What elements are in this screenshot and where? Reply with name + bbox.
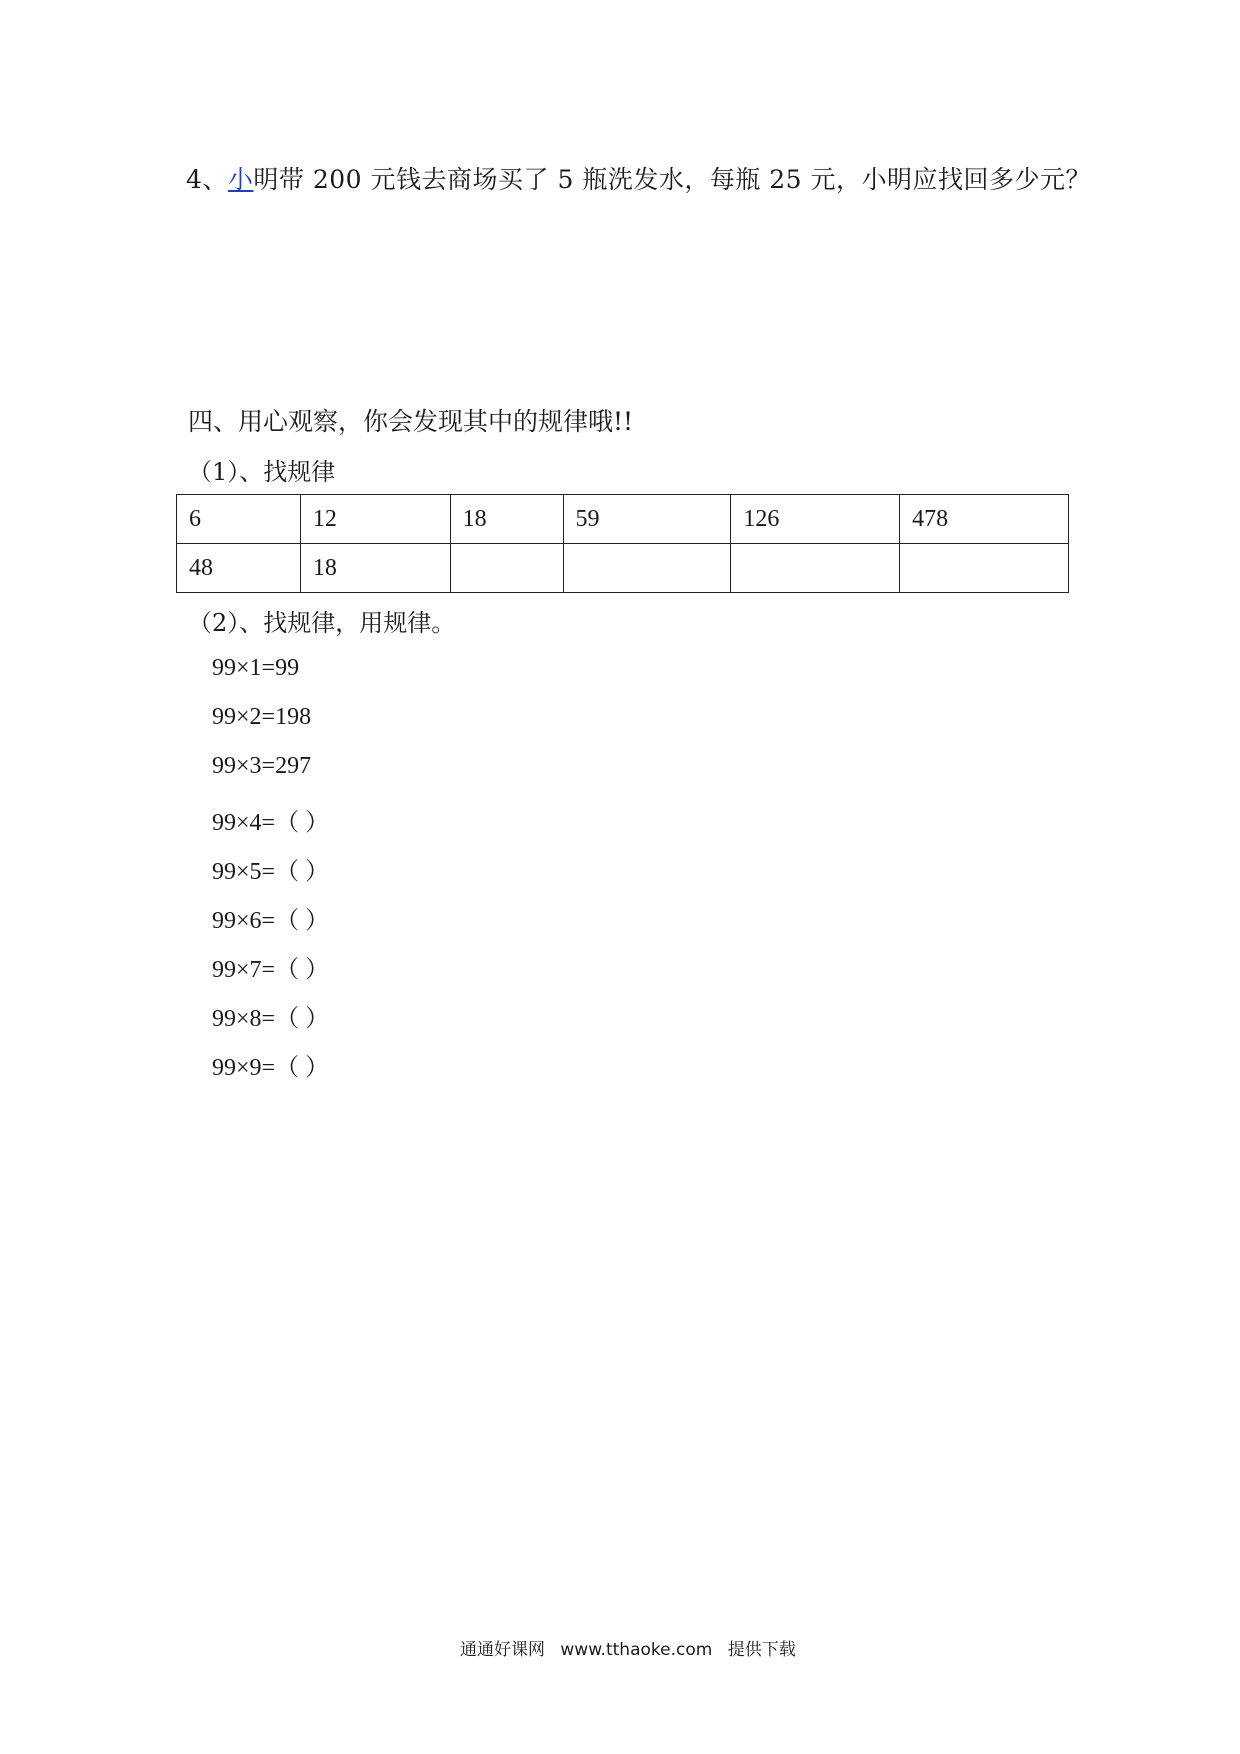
equation: 99×2=198	[212, 704, 312, 730]
table-cell: 12	[300, 495, 450, 544]
question-4-number: 4、	[186, 165, 228, 194]
table-cell-blank[interactable]	[731, 544, 900, 593]
table-row	[177, 495, 1069, 544]
equation-blank[interactable]: 99×6=（ ）	[212, 908, 330, 934]
equation-blank[interactable]: 99×4=（ ）	[212, 810, 330, 836]
footer-url[interactable]: www.tthaoke.com	[560, 1640, 713, 1660]
question-4-link[interactable]: 小	[227, 165, 254, 194]
equation: 99×3=297	[212, 753, 312, 779]
footer	[460, 1635, 806, 1660]
table-cell: 48	[177, 544, 301, 593]
table-cell: 6	[177, 495, 301, 544]
equation: 99×1=99	[212, 655, 300, 681]
table-cell: 59	[563, 495, 731, 544]
table-row	[177, 544, 1069, 593]
table-cell-blank[interactable]	[450, 544, 563, 593]
footer-site-name: 通通好课网	[460, 1640, 545, 1660]
footer-suffix: 提供下载	[727, 1640, 796, 1660]
table-cell: 18	[300, 544, 450, 593]
section-4-title: 四、用心观察，你会发现其中的规律哦!!	[188, 407, 634, 436]
equation-blank[interactable]: 99×8=（ ）	[212, 1006, 330, 1032]
question-4	[186, 160, 1091, 196]
question-4-text: 明带 200 元钱去商场买了 5 瓶洗发水，每瓶 25 元，小明应找回多少元？	[253, 165, 1092, 194]
pattern-table	[176, 494, 1069, 593]
table-cell: 478	[900, 495, 1069, 544]
table-cell: 126	[731, 495, 900, 544]
table-cell: 18	[450, 495, 563, 544]
equation-blank[interactable]: 99×5=（ ）	[212, 859, 330, 885]
part-2-label: （2）、找规律，用规律。	[188, 609, 456, 637]
equation-blank[interactable]: 99×9=（ ）	[212, 1055, 330, 1081]
table-cell-blank[interactable]	[563, 544, 731, 593]
equation-blank[interactable]: 99×7=（ ）	[212, 957, 330, 983]
table-cell-blank[interactable]	[900, 544, 1069, 593]
part-1-label: （1）、找规律	[188, 458, 336, 486]
